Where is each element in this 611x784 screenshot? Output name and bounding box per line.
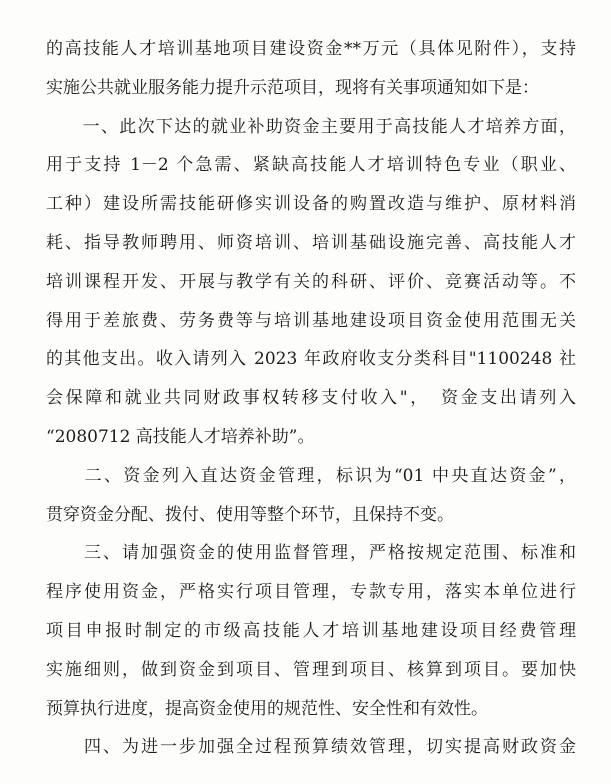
text-line: 会保障和就业共同财政事权转移支付收入"， 资金支出请列入: [46, 388, 576, 409]
text-line: 四、为进一步加强全过程预算绩效管理，切实提高财政资金: [46, 737, 576, 758]
text-line: 程序使用资金，严格实行项目管理，专款专用，落实本单位进行: [46, 582, 576, 603]
text-line: 用于支持 1－2 个急需、紧缺高技能人才培训特色专业（职业、: [46, 155, 576, 176]
text-line: 实施公共就业服务能力提升示范项目，现将有关事项通知如下是：: [46, 77, 539, 98]
text-line: 项目申报时制定的市级高技能人才培训基地建设项目经费管理: [46, 620, 576, 641]
text-line: 三、请加强资金的使用监督管理，严格按规定范围、标准和: [46, 543, 576, 564]
text-line: 得用于差旅费、劳务费等与培训基地建设项目资金使用范围无关: [46, 310, 576, 331]
text-line: 耗、指导教师聘用、师资培训、培训基础设施完善、高技能人才: [46, 232, 576, 253]
paragraph-item-3: [46, 534, 576, 728]
paragraph-item-4: [46, 728, 576, 767]
text-line: 培训课程开发、开展与教学有关的科研、评价、竞赛活动等。不: [46, 271, 576, 292]
text-line: 工种）建设所需技能研修实训设备的购置改造与维护、原材料消: [46, 194, 576, 215]
text-line: 的高技能人才培训基地项目建设资金**万元（具体见附件），支持: [46, 39, 576, 59]
text-line: “2080712 高技能人才培养补助”。: [46, 426, 315, 447]
text-line: 二、资金列入直达资金管理，标识为“01 中央直达资金”，: [46, 465, 576, 486]
paragraph-item-1: [46, 108, 576, 457]
text-line: 的其他支出。收入请列入 2023 年政府收支分类科目"1100248 社: [46, 349, 576, 370]
text-line: 一、此次下达的就业补助资金主要用于高技能人才培养方面，: [46, 116, 576, 137]
document-body: [46, 30, 576, 767]
text-line: 预算执行进度，提高资金使用的规范性、安全性和有效性。: [46, 698, 488, 719]
paragraph-item-2: [46, 457, 576, 535]
text-line: 贯穿资金分配、拨付、使用等整个环节，且保持不变。: [46, 504, 454, 525]
paragraph-intro: [46, 30, 576, 108]
text-line: 实施细则，做到资金到项目、管理到项目、核算到项目。要加快: [46, 659, 576, 680]
